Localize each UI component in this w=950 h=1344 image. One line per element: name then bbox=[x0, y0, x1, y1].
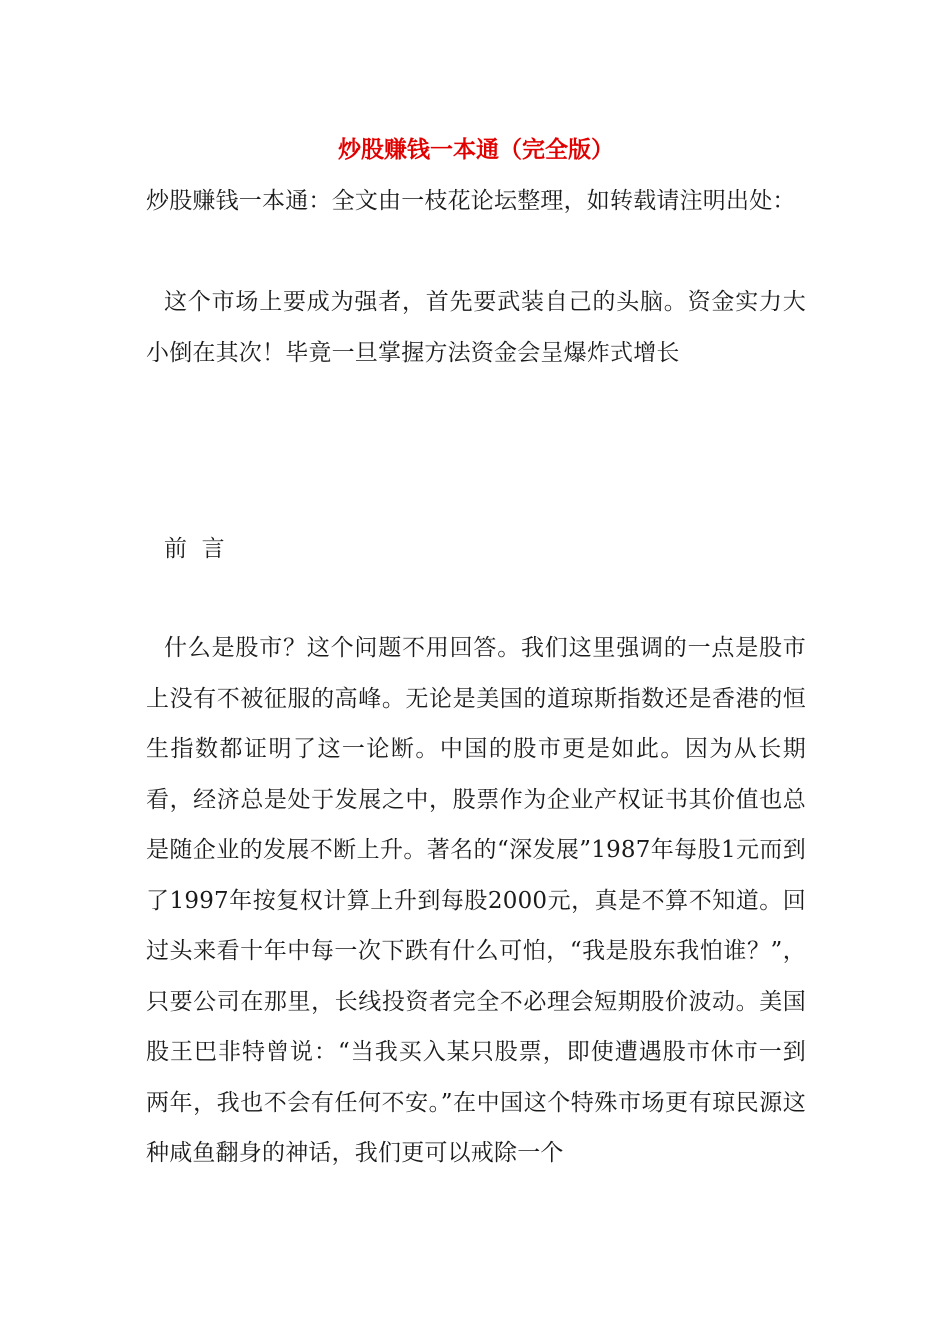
document-title: 炒股赚钱一本通（完全版） bbox=[338, 136, 614, 163]
body-paragraph: 什么是股市？这个问题不用回答。我们这里强调的一点是股市上没有不被征服的高峰。无论是美国的道琼斯指数还是香港的恒生指数都证明了这一论断。中国的股市更是如此。因为从长期看，经济总是处于发展之中，股票作为企业产权证书其价值也总是随企业的发展不断上升。著名的“深发展”1987年每股1元而到了1997年按复权计算上升到每股2000元，真是不算不知道。回过头来看十年中每一次下跌有什么可怕，“我是股东我怕谁？”，只要公司在那里，长线投资者完全不必理会短期股价波动。美国股王巴非特曾说：“当我买入某只股票，即使遭遇股市休市一到两年，我也不会有任何不安。”在中国这个特殊市场更有琼民源这种咸鱼翻身的神话，我们更可以戒除一个 bbox=[146, 635, 806, 1166]
intro-paragraph: 炒股赚钱一本通：全文由一枝花论坛整理，如转载请注明出处： bbox=[146, 188, 796, 214]
section-heading-preface: 前 言 bbox=[164, 536, 225, 562]
lead-paragraph: 这个市场上要成为强者，首先要武装自己的头脑。资金实力大小倒在其次！毕竟一旦掌握方法资金会呈爆炸式增长 bbox=[146, 289, 806, 366]
